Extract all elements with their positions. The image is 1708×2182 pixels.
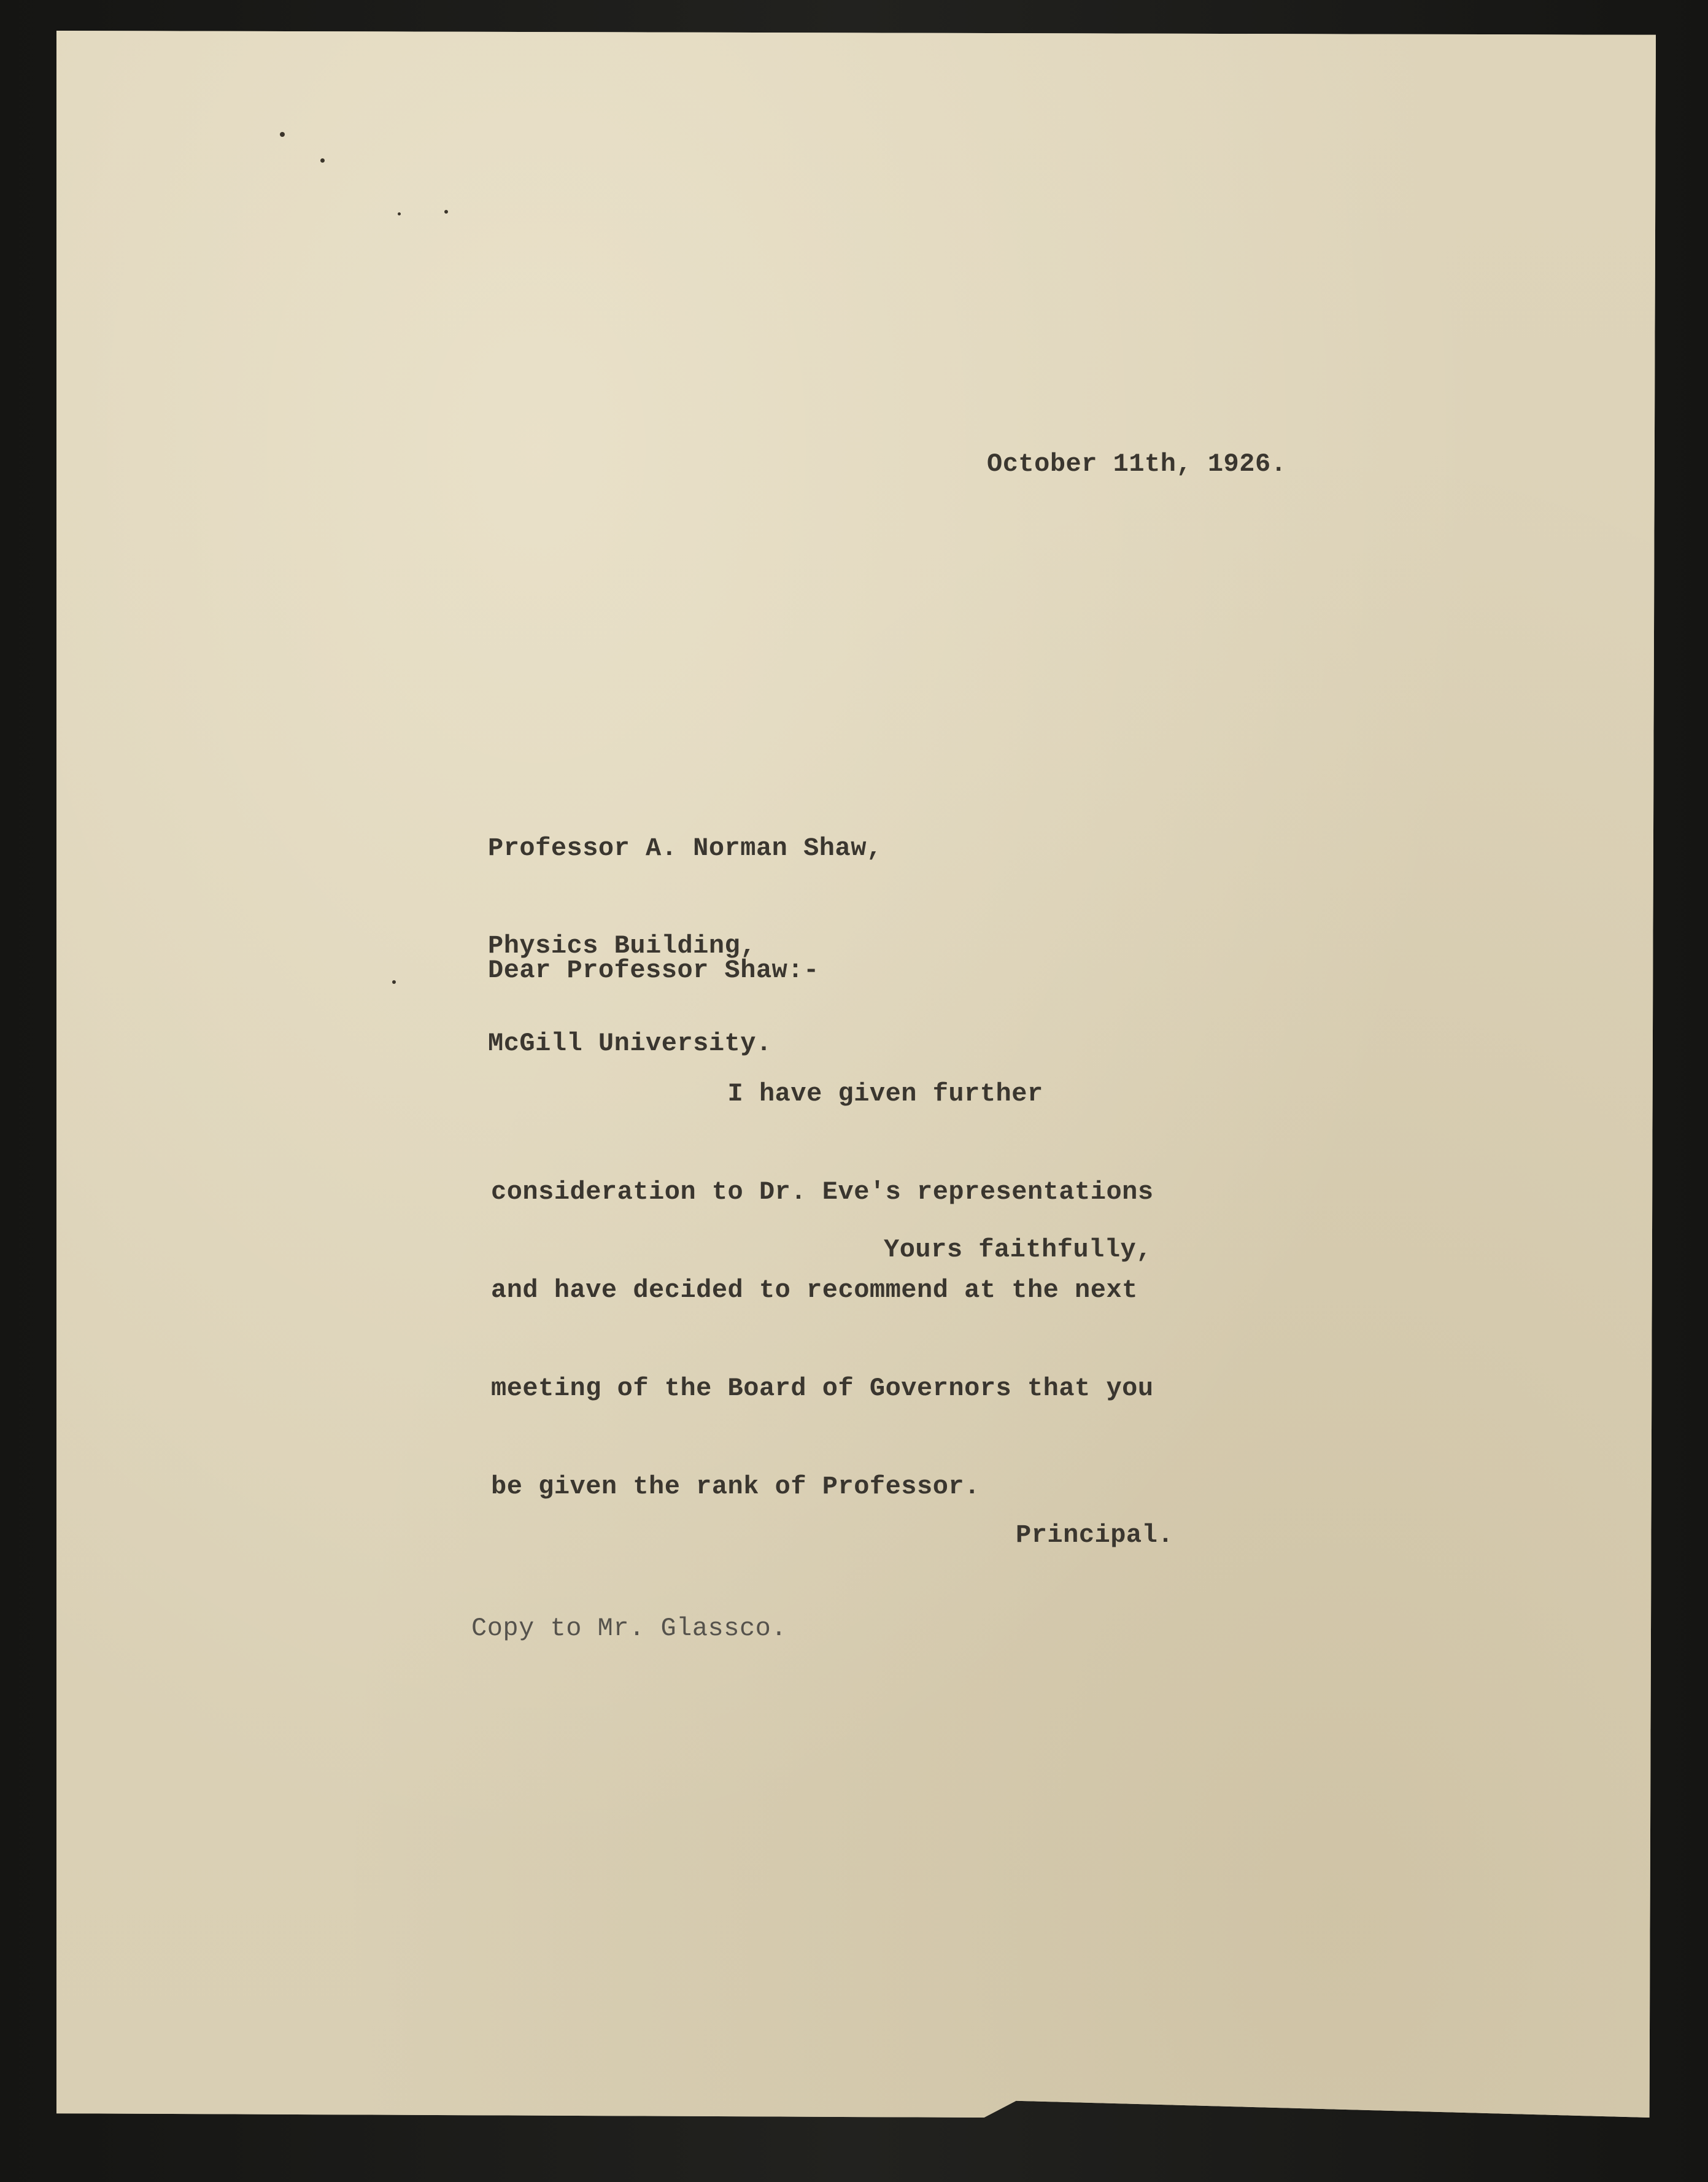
body-line: meeting of the Board of Governors that you: [491, 1374, 1154, 1403]
address-line: Physics Building,: [488, 931, 756, 961]
body-line: and have decided to recommend at the next: [491, 1275, 1138, 1305]
ink-speck: [280, 132, 285, 137]
salutation: Dear Professor Shaw:-: [488, 956, 819, 985]
ink-speck: [320, 158, 325, 163]
closing: Yours faithfully,: [884, 1235, 1152, 1264]
address-line: McGill University.: [488, 1029, 772, 1058]
letter-date: October 11th, 1926.: [987, 449, 1287, 479]
address-line: Professor A. Norman Shaw,: [488, 834, 883, 863]
body-line: I have given further: [491, 1079, 1043, 1108]
ink-speck: [398, 212, 401, 215]
body-line: be given the rank of Professor.: [491, 1472, 980, 1501]
copy-note: Copy to Mr. Glassco.: [471, 1614, 787, 1643]
letter-body: [491, 1013, 1154, 1536]
ink-speck: [392, 980, 396, 984]
body-line: consideration to Dr. Eve's representations: [491, 1177, 1154, 1207]
signatory-title: Principal.: [1016, 1520, 1174, 1550]
ink-speck: [444, 210, 448, 214]
